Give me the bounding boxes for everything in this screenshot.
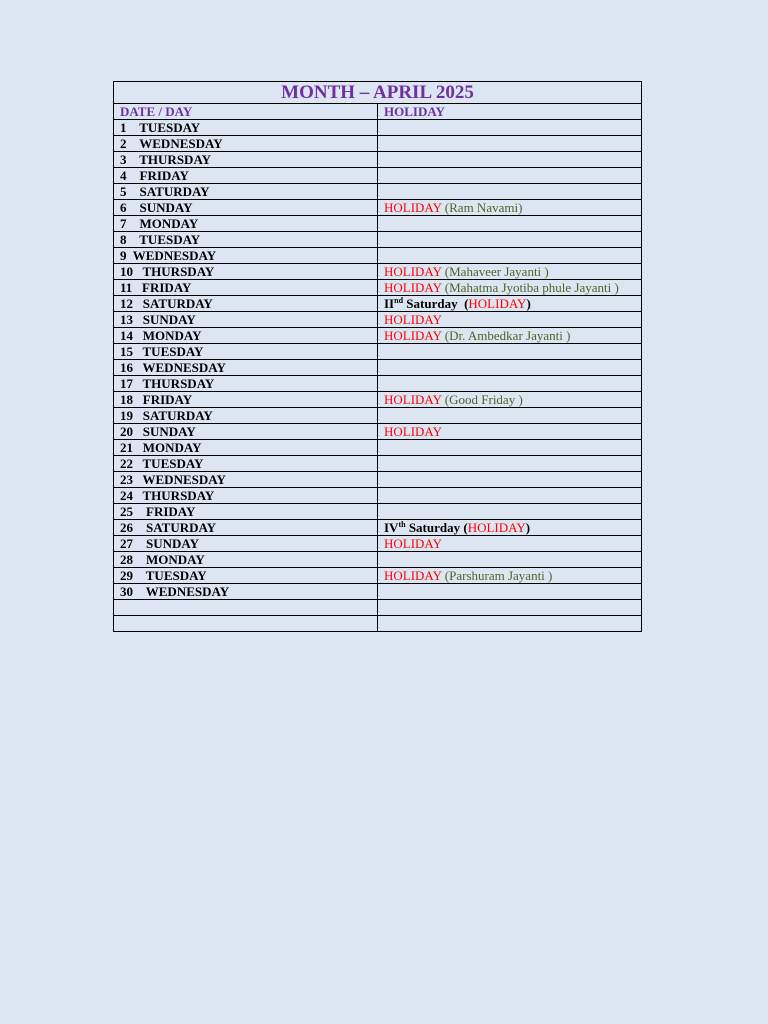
ordinal-suffix: nd [394,296,404,305]
saturday-holiday-note [384,520,530,535]
holiday-cell [378,504,642,520]
holiday-cell [378,472,642,488]
table-row [114,504,642,520]
date-number: 15 [120,344,133,359]
date-number: 22 [120,456,133,471]
date-day-cell [114,520,378,536]
title-row [114,82,642,104]
day-name: MONDAY [139,216,199,231]
holiday-reason: (Ram Navami) [441,200,523,215]
holiday-cell [378,376,642,392]
holiday-cell [378,152,642,168]
holiday-cell [378,408,642,424]
day-name: WEDNESDAY [132,248,217,263]
table-body [114,120,642,632]
holiday-label: HOLIDAY [384,424,443,439]
day-name: TUESDAY [145,568,207,583]
table-row [114,584,642,600]
holiday-cell [378,584,642,600]
date-gap [127,216,140,231]
holiday-cell [378,456,642,472]
date-day-cell [114,360,378,376]
holiday-cell [378,232,642,248]
table-row [114,216,642,232]
day-name: THURSDAY [142,488,215,503]
table-row [114,456,642,472]
table-row [114,136,642,152]
table-row [114,472,642,488]
date-number: 24 [120,488,133,503]
date-number: 17 [120,376,133,391]
day-name: SUNDAY [139,200,193,215]
day-name: FRIDAY [139,168,189,183]
holiday-cell [378,136,642,152]
table-row [114,440,642,456]
table-row [114,264,642,280]
table-row [114,520,642,536]
holiday-cell [378,568,642,584]
date-day-cell [114,136,378,152]
day-name: THURSDAY [142,376,215,391]
holiday-cell [378,184,642,200]
holiday-cell [378,600,642,616]
date-day-cell [114,296,378,312]
table-row [114,344,642,360]
date-day-cell [114,120,378,136]
holiday-cell [378,616,642,632]
date-number: 27 [120,536,133,551]
header-row [114,104,642,120]
date-number: 25 [120,504,133,519]
date-day-cell [114,600,378,616]
holiday-label: HOLIDAY [467,520,526,535]
date-day-cell [114,168,378,184]
date-number: 11 [120,280,133,295]
date-gap [133,536,146,551]
date-day-header: DATE / DAY [114,104,378,120]
ordinal-suffix: th [398,520,406,529]
date-day-cell [114,344,378,360]
holiday-cell [378,392,642,408]
date-number: 1 [120,120,127,135]
date-day-cell [114,248,378,264]
table-row [114,248,642,264]
date-gap [133,568,146,583]
date-number: 26 [120,520,133,535]
date-day-cell [114,472,378,488]
date-gap [133,520,146,535]
holiday-label: HOLIDAY [384,328,442,343]
table-row [114,408,642,424]
holiday-cell [378,360,642,376]
table-row [114,392,642,408]
date-day-cell [114,392,378,408]
holiday-cell [378,440,642,456]
table-row [114,600,642,616]
table-row [114,232,642,248]
holiday-reason: (Good Friday ) [441,392,523,407]
table-row [114,328,642,344]
date-day-cell [114,456,378,472]
date-gap [133,456,143,471]
date-day-cell [114,552,378,568]
date-gap [133,488,143,503]
date-number: 19 [120,408,133,423]
holiday-label: HOLIDAY [384,200,442,215]
day-name: FRIDAY [146,504,196,519]
date-gap [133,296,143,311]
ordinal-prefix: II [384,296,395,311]
date-day-cell [114,216,378,232]
date-day-cell [114,232,378,248]
table-row [114,280,642,296]
date-day-cell [114,264,378,280]
date-number: 21 [120,440,133,455]
day-name: FRIDAY [142,392,193,407]
holiday-cell [378,344,642,360]
day-name: WEDNESDAY [142,360,226,375]
holiday-cell [378,168,642,184]
holiday-reason: (Dr. Ambedkar Jayanti ) [441,328,571,343]
saturday-text: Saturday ( [403,296,469,311]
date-number: 7 [120,216,127,231]
day-name: MONDAY [146,552,205,567]
day-name: THURSDAY [142,264,215,279]
holiday-cell [378,536,642,552]
closing-paren: ) [525,520,531,535]
date-number: 30 [120,584,133,599]
day-name: WEDNESDAY [142,472,226,487]
holiday-cell [378,264,642,280]
holiday-cell [378,200,642,216]
date-number: 14 [120,328,133,343]
date-gap [133,504,146,519]
date-number: 6 [120,200,127,215]
holiday-cell [378,520,642,536]
day-name: SATURDAY [146,520,217,535]
date-number: 10 [120,264,133,279]
holiday-header: HOLIDAY [378,104,642,120]
date-gap [133,584,146,599]
date-number: 9 [120,248,127,263]
date-day-cell [114,504,378,520]
table-row [114,184,642,200]
closing-paren: ) [526,296,531,311]
date-gap [133,344,143,359]
table-row [114,568,642,584]
date-number: 3 [120,152,127,167]
date-gap [127,136,140,151]
date-number: 4 [120,168,127,183]
table-row [114,376,642,392]
saturday-holiday-note [384,296,531,311]
date-day-cell [114,408,378,424]
date-day-cell [114,184,378,200]
day-name: WEDNESDAY [139,136,223,151]
date-gap [133,392,143,407]
holiday-reason: (Mahaveer Jayanti ) [441,264,549,279]
date-day-cell [114,440,378,456]
date-gap [133,552,146,567]
date-day-cell [114,312,378,328]
holiday-label: HOLIDAY [384,568,442,583]
table-row [114,312,642,328]
date-number: 29 [120,568,133,583]
day-name: TUESDAY [139,120,201,135]
day-name: MONDAY [142,440,202,455]
day-name: MONDAY [142,328,202,343]
day-name: SUNDAY [142,312,196,327]
date-gap [133,360,143,375]
date-gap [132,280,142,295]
day-name: SUNDAY [146,536,199,551]
holiday-cell [378,312,642,328]
holiday-cell [378,296,642,312]
date-gap [133,328,143,343]
holiday-cell [378,216,642,232]
table-row [114,488,642,504]
holiday-label: HOLIDAY [384,392,442,407]
date-gap [127,184,140,199]
date-day-cell [114,424,378,440]
date-day-cell [114,328,378,344]
table-row [114,168,642,184]
date-number: 18 [120,392,133,407]
holiday-cell [378,280,642,296]
day-name: TUESDAY [142,456,204,471]
holiday-label: HOLIDAY [384,280,442,295]
day-name: SATURDAY [142,408,213,423]
date-gap [127,120,140,135]
holiday-cell [378,328,642,344]
date-day-cell [114,584,378,600]
holiday-label: HOLIDAY [384,312,443,327]
april-2025-holiday-table [113,81,642,632]
day-name: SUNDAY [142,424,196,439]
date-day-cell [114,152,378,168]
date-day-cell [114,616,378,632]
date-day-cell [114,280,378,296]
table-row [114,200,642,216]
table-row [114,536,642,552]
table-row [114,360,642,376]
holiday-label: HOLIDAY [384,264,442,279]
date-day-cell [114,200,378,216]
page-title: MONTH – APRIL 2025 [114,82,642,104]
date-number: 20 [120,424,133,439]
ordinal-prefix: IV [384,520,399,535]
day-name: THURSDAY [139,152,212,167]
date-day-cell [114,488,378,504]
holiday-label: HOLIDAY [384,536,443,551]
date-gap [133,312,143,327]
date-number: 16 [120,360,133,375]
day-name: SATURDAY [139,184,210,199]
date-day-cell [114,376,378,392]
date-gap [133,424,143,439]
holiday-cell [378,488,642,504]
date-gap [133,472,143,487]
date-number: 2 [120,136,127,151]
saturday-text: Saturday ( [405,520,468,535]
date-number: 28 [120,552,133,567]
day-name: TUESDAY [142,344,204,359]
date-number: 13 [120,312,133,327]
date-gap [133,264,143,279]
date-number: 23 [120,472,133,487]
date-gap [127,200,140,215]
holiday-cell [378,120,642,136]
date-gap [133,376,143,391]
holiday-cell [378,248,642,264]
date-day-cell [114,568,378,584]
date-gap [133,408,143,423]
day-name: TUESDAY [139,232,201,247]
table-row [114,424,642,440]
table-row [114,120,642,136]
holiday-reason: (Parshuram Jayanti ) [441,568,553,583]
holiday-reason: (Mahatma Jyotiba phule Jayanti ) [441,280,619,295]
date-gap [133,440,143,455]
holiday-cell [378,552,642,568]
date-gap [127,232,140,247]
date-day-cell [114,536,378,552]
date-number: 5 [120,184,127,199]
table-row [114,552,642,568]
day-name: FRIDAY [142,280,192,295]
holiday-label: HOLIDAY [468,296,527,311]
day-name: WEDNESDAY [145,584,230,599]
table-row [114,152,642,168]
date-number: 12 [120,296,133,311]
date-number: 8 [120,232,127,247]
day-name: SATURDAY [142,296,213,311]
date-gap [127,168,140,183]
table-row [114,616,642,632]
date-gap [127,152,140,167]
table-row [114,296,642,312]
holiday-cell [378,424,642,440]
